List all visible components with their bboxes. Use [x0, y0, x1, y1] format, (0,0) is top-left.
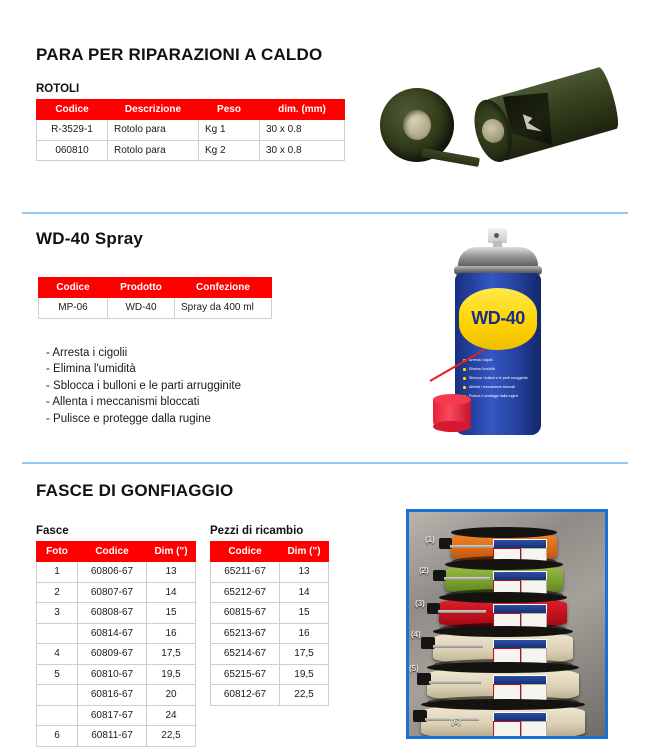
col-codice: Codice [78, 542, 147, 562]
col-confezione: Confezione [175, 278, 272, 298]
table-row [37, 664, 196, 685]
wd40-feature-list [46, 345, 241, 427]
cell-dim: 17,5 [280, 644, 329, 665]
can-cap-top [433, 394, 471, 405]
cell-codice: 65215-67 [211, 664, 280, 685]
cell-codice: 60817-67 [78, 705, 147, 726]
cell-dim: 15 [147, 603, 196, 624]
cell-codice: R-3529-1 [37, 120, 108, 141]
cell-dim: 16 [147, 623, 196, 644]
band-lip [451, 527, 557, 538]
col-dim: Dim (") [147, 542, 196, 562]
table-pezzi-ricambio [210, 541, 329, 706]
table-row [37, 140, 345, 161]
cell-codice: 60809-67 [78, 644, 147, 665]
table-row [37, 120, 345, 141]
band-6 [421, 704, 585, 739]
caption-fasce: Fasce [36, 525, 69, 537]
table-row [211, 582, 329, 603]
can-feature: Pulisce e protegge dalla rugine [463, 392, 535, 401]
cell-foto: 1 [37, 562, 78, 583]
table-fasce [36, 541, 196, 747]
cell-codice: 65212-67 [211, 582, 280, 603]
table-wd40 [38, 277, 272, 319]
band-number-4: (4) [411, 630, 421, 639]
cell-prodotto: WD-40 [108, 298, 175, 319]
can-feature: Elimina l'umidità [463, 365, 535, 374]
band-number-2: (2) [419, 566, 429, 575]
cell-codice: 60812-67 [211, 685, 280, 706]
table-row [211, 603, 329, 624]
col-codice: Codice [39, 278, 108, 298]
table-row [211, 685, 329, 706]
band-number-5: (5) [409, 664, 419, 673]
cell-dim: 22,5 [280, 685, 329, 706]
cell-peso: Kg 1 [199, 120, 260, 141]
tape-strip [421, 148, 480, 167]
cell-dim: 24 [147, 705, 196, 726]
cell-descrizione: Rotolo para [108, 120, 199, 141]
cell-dim: 22,5 [147, 726, 196, 747]
table-row [37, 562, 196, 583]
feature-item: - Elimina l'umidità [46, 363, 136, 376]
table-row [37, 705, 196, 726]
table-row [211, 644, 329, 665]
cell-peso: Kg 2 [199, 140, 260, 161]
band-3 [439, 597, 567, 629]
cell-codice: 60814-67 [78, 623, 147, 644]
table-rotoli [36, 99, 345, 161]
cell-foto: 2 [37, 582, 78, 603]
cell-dim: 16 [280, 623, 329, 644]
cell-dim: 19,5 [280, 664, 329, 685]
cell-dim: 13 [280, 562, 329, 583]
cell-dim: 14 [147, 582, 196, 603]
col-dim: Dim (") [280, 542, 329, 562]
col-codice: Codice [211, 542, 280, 562]
table-header-row [37, 542, 196, 562]
table-row [37, 644, 196, 665]
band-5 [427, 667, 579, 702]
cell-confezione: Spray da 400 ml [175, 298, 272, 319]
feature-item: - Sblocca i bulloni e le parti arrugginite [46, 379, 241, 392]
cell-dim: 30 x 0.8 [260, 120, 345, 141]
cell-dim: 20 [147, 685, 196, 706]
table-row [211, 623, 329, 644]
cell-descrizione: Rotolo para [108, 140, 199, 161]
cell-foto [37, 705, 78, 726]
col-foto: Foto [37, 542, 78, 562]
band-number-6: (6) [451, 717, 461, 726]
col-prodotto: Prodotto [108, 278, 175, 298]
table-row [211, 562, 329, 583]
band-lip [439, 592, 567, 603]
photo-rotoli-para [362, 74, 628, 180]
cell-foto: 3 [37, 603, 78, 624]
cell-codice: 60810-67 [78, 664, 147, 685]
can-feature: Arresta i cigolii [463, 356, 535, 365]
cell-codice: 65213-67 [211, 623, 280, 644]
cell-codice: 60806-67 [78, 562, 147, 583]
section-divider-2 [22, 462, 628, 464]
tape-roll-large [468, 66, 622, 167]
col-codice: Codice [37, 100, 108, 120]
band-tag-spec [521, 721, 547, 738]
cell-codice: 65214-67 [211, 644, 280, 665]
can-cap-bottom [433, 421, 471, 432]
band-valve-shaft-2 [444, 577, 490, 580]
can-feature: Sblocca i bulloni e le parti arrugginite [463, 374, 535, 383]
cell-foto: 5 [37, 664, 78, 685]
photo-fasce-gonfiaggio [406, 509, 608, 739]
feature-item: - Allenta i meccanismi bloccati [46, 396, 200, 409]
table-header-row [211, 542, 329, 562]
subtitle-rotoli: ROTOLI [36, 83, 80, 95]
section-title-fasce: FASCE DI GONFIAGGIO [36, 481, 234, 500]
col-dim: dim. (mm) [260, 100, 345, 120]
cell-codice: 60811-67 [78, 726, 147, 747]
cell-foto: 6 [37, 726, 78, 747]
band-lip [433, 626, 573, 637]
caption-pezzi-ricambio: Pezzi di ricambio [210, 525, 304, 537]
cell-dim: 13 [147, 562, 196, 583]
band-lip [427, 662, 579, 673]
band-4 [433, 631, 573, 665]
band-valve-shaft-1 [450, 545, 494, 548]
section-title-wd40: WD-40 Spray [36, 229, 144, 248]
cell-codice: 65211-67 [211, 562, 280, 583]
band-number-1: (1) [425, 535, 435, 544]
band-lip [421, 699, 585, 710]
cell-foto: 4 [37, 644, 78, 665]
cell-foto [37, 623, 78, 644]
photo-wd40-can [430, 228, 570, 440]
table-row [37, 603, 196, 624]
table-header-row [39, 278, 272, 298]
cell-dim: 17,5 [147, 644, 196, 665]
section-divider-1 [22, 212, 628, 214]
cell-codice: MP-06 [39, 298, 108, 319]
cell-dim: 30 x 0.8 [260, 140, 345, 161]
table-header-row [37, 100, 345, 120]
table-row [39, 298, 272, 319]
table-row [37, 685, 196, 706]
table-row [37, 726, 196, 747]
col-descrizione: Descrizione [108, 100, 199, 120]
cell-dim: 19,5 [147, 664, 196, 685]
table-row [37, 582, 196, 603]
col-peso: Peso [199, 100, 260, 120]
cell-codice: 60815-67 [211, 603, 280, 624]
feature-item: - Pulisce e protegge dalla rugine [46, 412, 211, 425]
cell-codice: 060810 [37, 140, 108, 161]
table-row [37, 623, 196, 644]
band-lip [445, 559, 563, 570]
cell-codice: 60816-67 [78, 685, 147, 706]
section-title-para: PARA PER RIPARAZIONI A CALDO [36, 45, 323, 64]
cell-dim: 14 [280, 582, 329, 603]
cell-foto [37, 685, 78, 706]
band-valve-shaft-3 [438, 610, 486, 613]
can-label-oval [459, 288, 537, 350]
can-micro-features [463, 356, 535, 401]
table-row [211, 664, 329, 685]
band-valve-shaft-5 [429, 681, 481, 684]
band-number-3: (3) [415, 599, 425, 608]
feature-item: - Arresta i cigolii [46, 347, 128, 359]
cell-codice: 60807-67 [78, 582, 147, 603]
band-tag-label [493, 721, 521, 738]
band-valve-shaft-4 [433, 645, 483, 648]
cell-dim: 15 [280, 603, 329, 624]
can-brand-text: WD-40 [471, 308, 525, 328]
cell-codice: 60808-67 [78, 603, 147, 624]
can-feature: Allenta i meccanismi bloccati [463, 383, 535, 392]
